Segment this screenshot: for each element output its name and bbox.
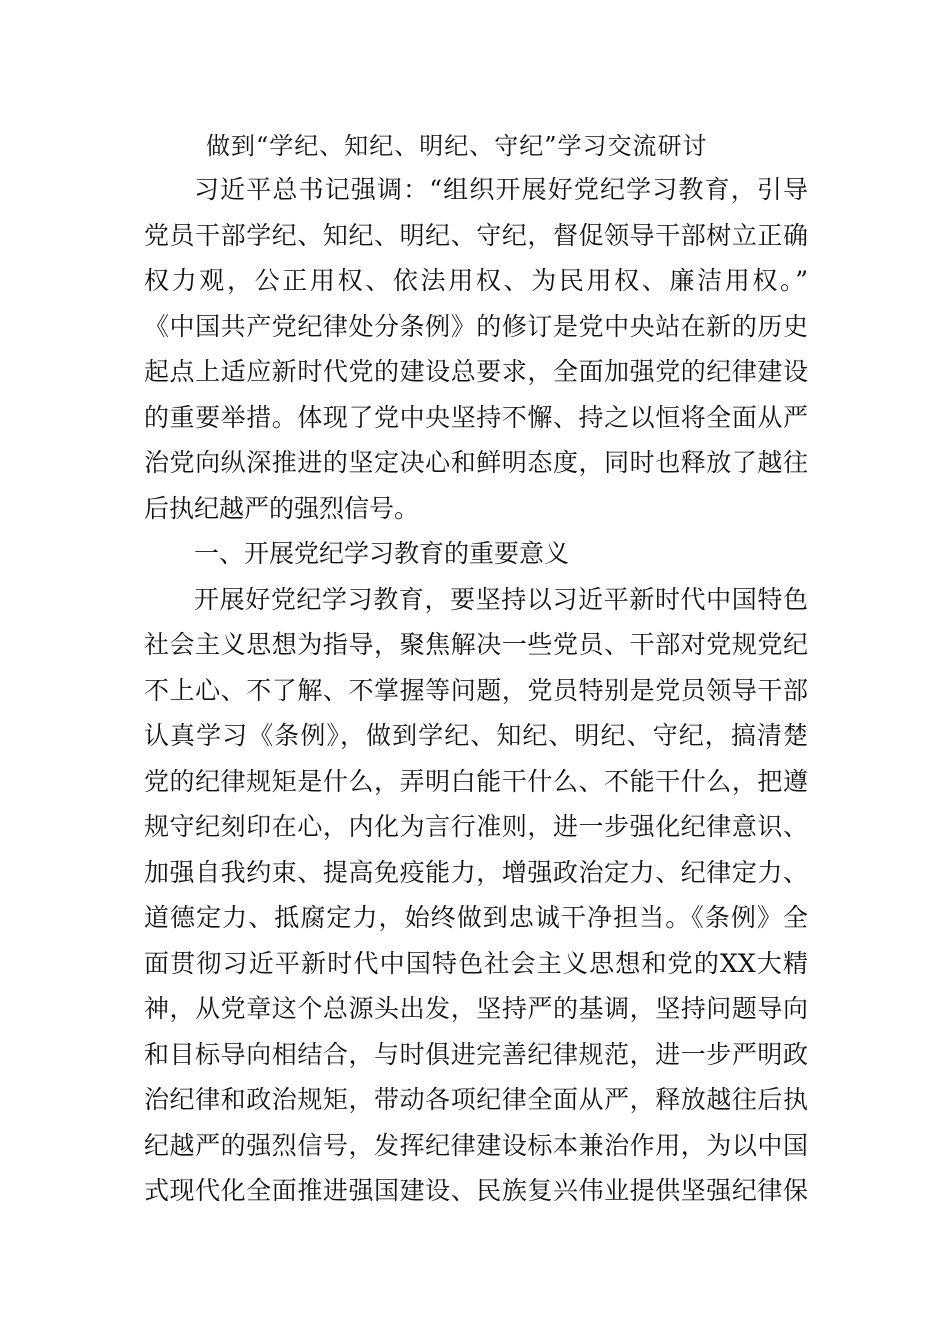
paragraph-line: 《中国共产党纪律处分条例》的修订是党中央站在新的历史 [144, 312, 808, 341]
paragraph-line: 后执纪越严的强烈信号。 [144, 494, 420, 523]
paragraph-line: 面贯彻习近平新时代中国特色社会主义思想和党的XX大精 [144, 949, 808, 978]
paragraph-line: 纪越严的强烈信号，发挥纪律建设标本兼治作用，为以中国 [144, 1131, 808, 1160]
paragraph-line: 权力观，公正用权、依法用权、为民用权、廉洁用权。” [144, 266, 808, 295]
paragraph-line: 党员干部学纪、知纪、明纪、守纪，督促领导干部树立正确 [144, 221, 808, 250]
paragraph-line: 和目标导向相结合，与时俱进完善纪律规范，进一步严明政 [144, 1040, 808, 1069]
paragraph-line: 加强自我约束、提高免疫能力，增强政治定力、纪律定力、 [144, 858, 808, 887]
paragraph-line: 习近平总书记强调：“组织开展好党纪学习教育，引导 [194, 175, 808, 204]
paragraph-line: 认真学习《条例》，做到学纪、知纪、明纪、守纪，搞清楚 [144, 721, 808, 750]
paragraph-line: 的重要举措。体现了党中央坚持不懈、持之以恒将全面从严 [144, 403, 808, 432]
paragraph-line: 式现代化全面推进强国建设、民族复兴伟业提供坚强纪律保 [144, 1176, 808, 1205]
paragraph-line: 不上心、不了解、不掌握等问题，党员特别是党员领导干部 [144, 676, 808, 705]
paragraph-line: 开展好党纪学习教育，要坚持以习近平新时代中国特色 [194, 585, 808, 614]
section-heading: 一、开展党纪学习教育的重要意义 [194, 539, 570, 568]
document-title: 做到“学纪、知纪、明纪、守纪”学习交流研讨 [206, 132, 708, 160]
paragraph-line: 党的纪律规矩是什么，弄明白能干什么、不能干什么，把遵 [144, 767, 808, 796]
paragraph-line: 道德定力、抵腐定力，始终做到忠诚干净担当。《条例》全 [144, 903, 808, 932]
paragraph-line: 社会主义思想为指导，聚焦解决一些党员、干部对党规党纪 [144, 630, 808, 659]
paragraph-line: 神，从党章这个总源头出发，坚持严的基调，坚持问题导向 [144, 994, 808, 1023]
paragraph-line: 治纪律和政治规矩，带动各项纪律全面从严，释放越往后执 [144, 1085, 808, 1114]
paragraph-line: 规守纪刻印在心，内化为言行准则，进一步强化纪律意识、 [144, 812, 808, 841]
paragraph-line: 治党向纵深推进的坚定决心和鲜明态度，同时也释放了越往 [144, 448, 808, 477]
paragraph-line: 起点上适应新时代党的建设总要求，全面加强党的纪律建设 [144, 357, 808, 386]
